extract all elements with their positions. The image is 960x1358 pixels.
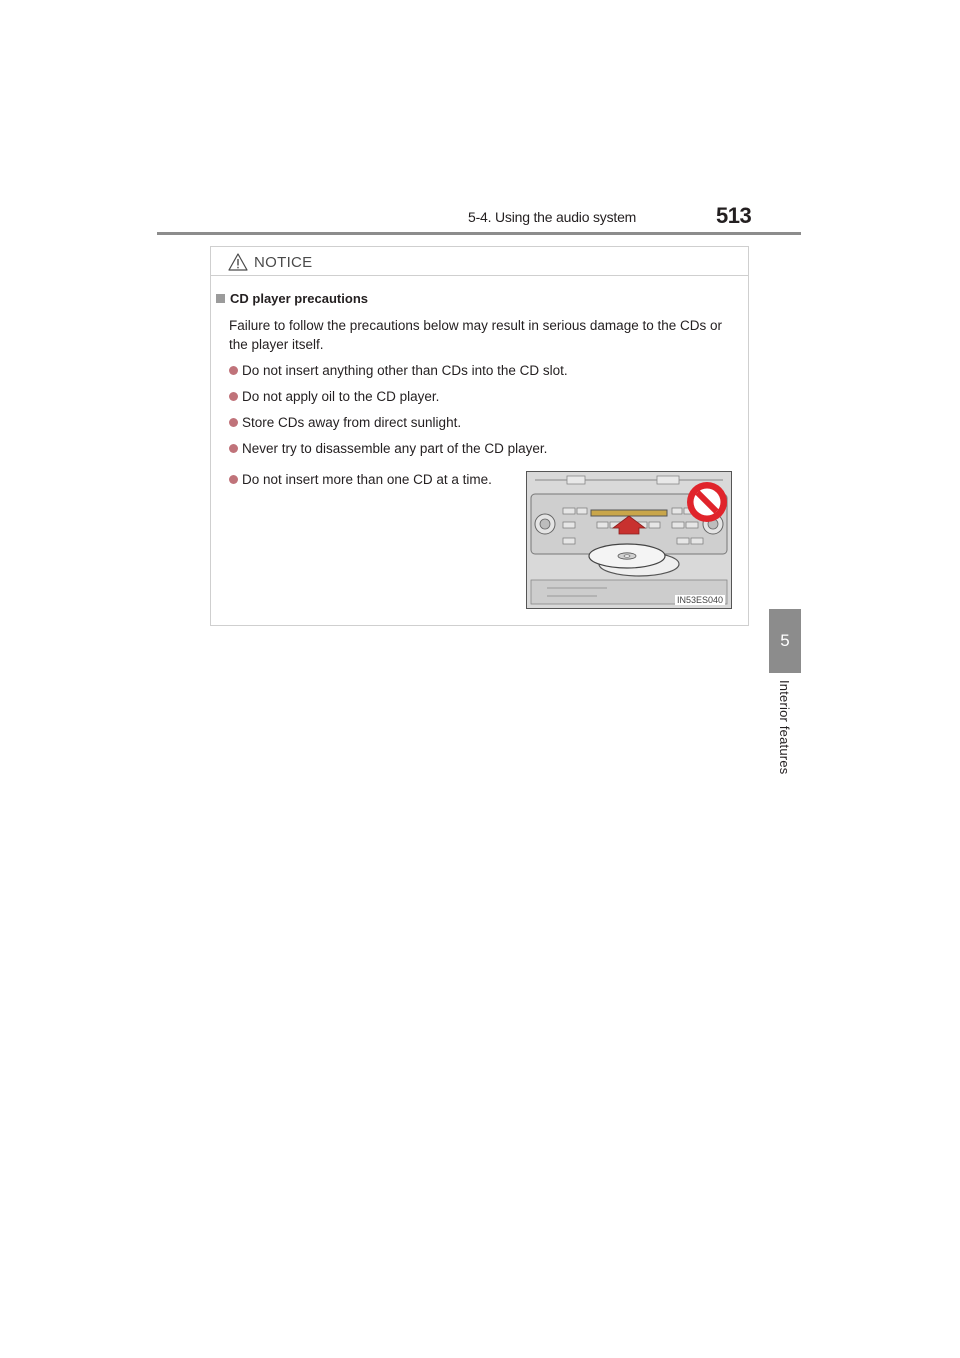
square-bullet-icon [216, 294, 225, 303]
notice-box [210, 246, 749, 626]
header-rule [157, 232, 801, 235]
header-title: 5-4. Using the audio system [468, 209, 637, 225]
chapter-tab: 5 [769, 609, 801, 673]
figure-code: IN53ES040 [676, 595, 723, 605]
bullet-text: Do not insert anything other than CDs into the CD slot. [242, 363, 568, 378]
section-title-text: CD player precautions [230, 291, 368, 306]
chapter-title: Interior features [777, 680, 792, 775]
bullet-item [229, 413, 461, 432]
bullet-item [229, 439, 547, 458]
bullet-dot-icon [229, 475, 238, 484]
bullet-text: Do not insert more than one CD at a time. [242, 472, 492, 487]
bullet-item [229, 387, 439, 406]
bullet-dot-icon [229, 392, 238, 401]
bullet-text: Do not apply oil to the CD player. [242, 389, 440, 404]
bullet-dot-icon [229, 418, 238, 427]
intro-text: Failure to follow the precautions below may result in serious damage to the CDs or the player itself. [229, 318, 722, 352]
notice-header [211, 247, 748, 276]
prohibited-icon [687, 482, 727, 522]
bullet-text: Never try to disassemble any part of the CD player. [242, 441, 548, 456]
bullet-dot-icon [229, 366, 238, 375]
bullet-dot-icon [229, 444, 238, 453]
warning-triangle-icon [228, 253, 248, 271]
chapter-label [769, 680, 801, 790]
cd-slot-illustration [526, 471, 732, 609]
notice-label: NOTICE [254, 254, 313, 271]
section-title [216, 291, 368, 306]
page-number: 513 [716, 203, 752, 228]
bullet-text: Store CDs away from direct sunlight. [242, 415, 462, 430]
bullet-item [229, 470, 492, 489]
bullet-item [229, 361, 568, 380]
